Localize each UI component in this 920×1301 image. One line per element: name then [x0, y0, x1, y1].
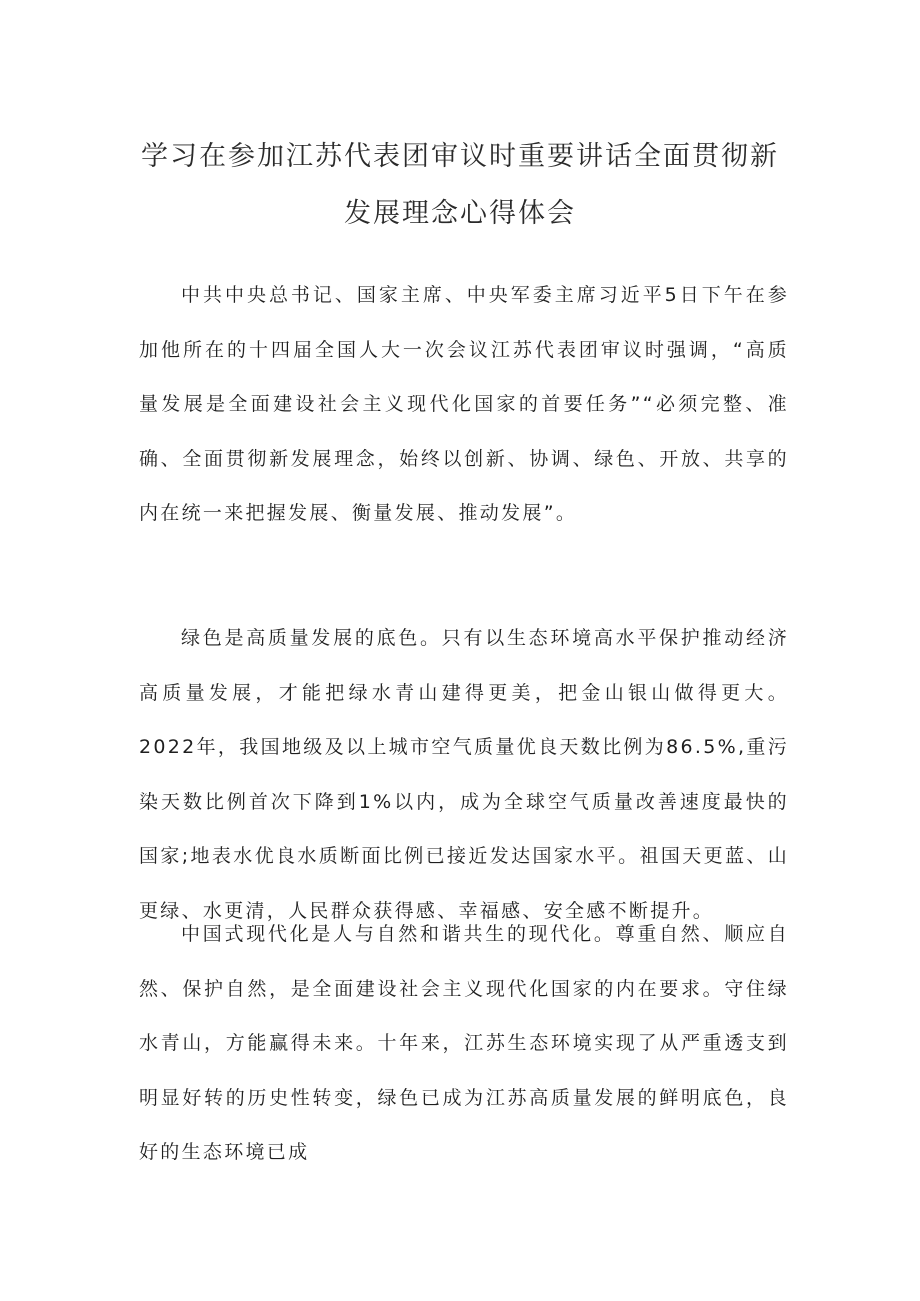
- title-line-1: 学习在参加江苏代表团审议时重要讲话全面贯彻新: [141, 141, 779, 172]
- paragraph-1: 中共中央总书记、国家主席、中央军委主席习近平5日下午在参加他所在的十四届全国人大一次会议江苏代表团审议时强调，“高质量发展是全面建设社会主义现代化国家的首要任务”“必须完整、准确、全面贯彻新发展理念，始终以创新、协调、绿色、开放、共享的内在统一来把握发展、衡量发展、推动发展”。: [139, 284, 789, 524]
- title-line-2: 发展理念心得体会: [344, 198, 576, 229]
- paragraph-3: 中国式现代化是人与自然和谐共生的现代化。尊重自然、顺应自然、保护自然，是全面建设社会主义现代化国家的内在要求。守住绿水青山，方能赢得未来。十年来，江苏生态环境实现了从严重透支到明显好转的历史性转变，绿色已成为江苏高质量发展的鲜明底色，良好的生态环境已成: [139, 923, 789, 1163]
- paragraph-2: 绿色是高质量发展的底色。只有以生态环境高水平保护推动经济高质量发展，才能把绿水青山建得更美，把金山银山做得更大。2022年，我国地级及以上城市空气质量优良天数比例为86.5%,重污染天数比例首次下降到1%以内，成为全球空气质量改善速度最快的国家;地表水优良水质断面比例已接近发达国家水平。祖国天更蓝、山更绿、水更清，人民群众获得感、幸福感、安全感不断提升。: [139, 627, 789, 922]
